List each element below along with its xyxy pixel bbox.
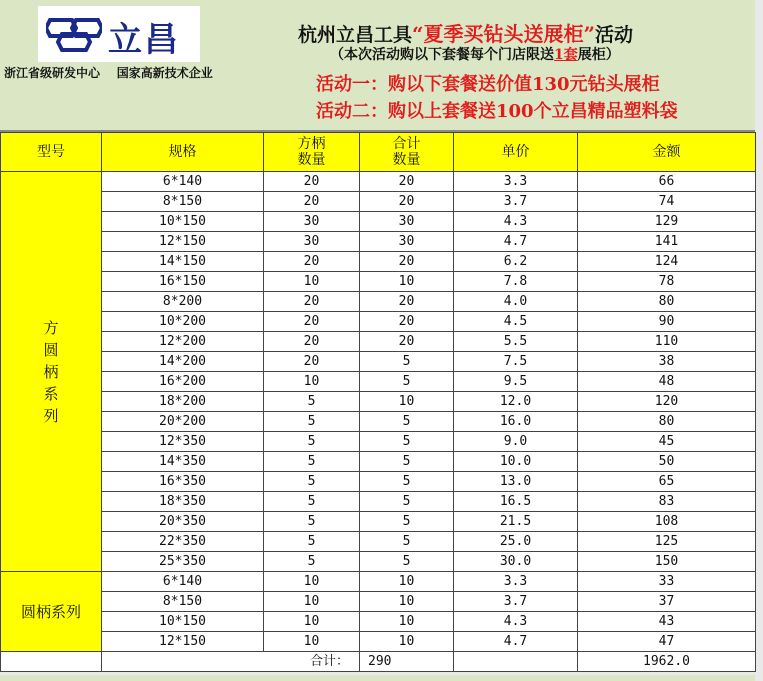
table-row xyxy=(1,552,756,572)
table-header-row xyxy=(1,133,756,172)
cell-unit-price: 3.3 xyxy=(454,172,578,192)
cell-amount: 50 xyxy=(578,452,756,472)
cell-square-qty: 5 xyxy=(264,472,360,492)
cell-spec: 25*350 xyxy=(102,552,264,572)
cell-square-qty: 10 xyxy=(264,372,360,392)
cell-square-qty: 30 xyxy=(264,212,360,232)
table-row xyxy=(1,412,756,432)
cell-amount: 45 xyxy=(578,432,756,452)
cell-spec: 12*150 xyxy=(102,232,264,252)
cell-unit-price: 25.0 xyxy=(454,532,578,552)
cell-unit-price: 4.3 xyxy=(454,212,578,232)
cell-square-qty: 5 xyxy=(264,412,360,432)
cell-square-qty: 20 xyxy=(264,352,360,372)
col-header-model: 型号 xyxy=(1,133,102,172)
cell-unit-price: 10.0 xyxy=(454,452,578,472)
cell-amount: 37 xyxy=(578,592,756,612)
title-highlight: “夏季买钻头送展柜” xyxy=(412,22,596,46)
table-row xyxy=(1,172,756,192)
cell-amount: 66 xyxy=(578,172,756,192)
cell-square-qty: 10 xyxy=(264,592,360,612)
cell-amount: 33 xyxy=(578,572,756,592)
title-suffix: 活动 xyxy=(595,24,634,46)
cell-total-qty: 5 xyxy=(360,512,454,532)
cell-spec: 16*350 xyxy=(102,472,264,492)
cell-total-qty: 30 xyxy=(360,212,454,232)
cell-amount: 108 xyxy=(578,512,756,532)
cell-unit-price: 13.0 xyxy=(454,472,578,492)
cell-square-qty: 20 xyxy=(264,292,360,312)
col-header-square-qty: 方柄 数量 xyxy=(264,133,360,172)
cell-amount: 125 xyxy=(578,532,756,552)
cell-total-qty: 10 xyxy=(360,612,454,632)
cell-spec: 8*150 xyxy=(102,592,264,612)
page-title xyxy=(298,18,633,47)
cell-amount: 124 xyxy=(578,252,756,272)
cell-amount: 150 xyxy=(578,552,756,572)
cell-spec: 6*140 xyxy=(102,572,264,592)
cell-spec: 12*150 xyxy=(102,632,264,652)
subtitle xyxy=(330,44,620,64)
col-header-total-qty: 合计 数量 xyxy=(360,133,454,172)
cell-spec: 8*200 xyxy=(102,292,264,312)
cell-unit-price: 3.7 xyxy=(454,592,578,612)
table-row xyxy=(1,492,756,512)
cell-square-qty: 20 xyxy=(264,172,360,192)
cell-unit-price: 4.0 xyxy=(454,292,578,312)
cell-square-qty: 30 xyxy=(264,232,360,252)
cell-amount: 38 xyxy=(578,352,756,372)
cell-spec: 18*200 xyxy=(102,392,264,412)
cell-unit-price: 6.2 xyxy=(454,252,578,272)
cell-amount: 83 xyxy=(578,492,756,512)
company-logo xyxy=(38,6,200,62)
cell-unit-price: 4.5 xyxy=(454,312,578,332)
table-row xyxy=(1,312,756,332)
cell-square-qty: 5 xyxy=(264,432,360,452)
cell-total-qty: 20 xyxy=(360,332,454,352)
cell-spec: 10*150 xyxy=(102,212,264,232)
cell-spec: 14*200 xyxy=(102,352,264,372)
table-row xyxy=(1,192,756,212)
cell-unit-price: 30.0 xyxy=(454,552,578,572)
cell-amount: 80 xyxy=(578,292,756,312)
cell-amount: 120 xyxy=(578,392,756,412)
cell-total-qty: 10 xyxy=(360,632,454,652)
table-row xyxy=(1,592,756,612)
cell-square-qty: 10 xyxy=(264,612,360,632)
cell-amount: 90 xyxy=(578,312,756,332)
cell-spec: 20*350 xyxy=(102,512,264,532)
cell-unit-price: 9.5 xyxy=(454,372,578,392)
logo-text: 立昌 xyxy=(108,20,180,60)
table-row xyxy=(1,392,756,412)
cell-square-qty: 5 xyxy=(264,392,360,412)
cell-unit-price: 3.7 xyxy=(454,192,578,212)
cell-unit-price: 16.0 xyxy=(454,412,578,432)
cell-unit-price: 21.5 xyxy=(454,512,578,532)
activity-one: 活动一：购以下套餐送价值130元钻头展柜 xyxy=(316,74,660,95)
cell-square-qty: 5 xyxy=(264,552,360,572)
cell-spec: 12*200 xyxy=(102,332,264,352)
cell-total-qty: 5 xyxy=(360,432,454,452)
price-table xyxy=(0,132,756,672)
table-row xyxy=(1,272,756,292)
table-row xyxy=(1,252,756,272)
table-row xyxy=(1,292,756,312)
cell-total-qty: 30 xyxy=(360,232,454,252)
cell-total-qty: 5 xyxy=(360,472,454,492)
cell-total-qty: 5 xyxy=(360,492,454,512)
cell-square-qty: 5 xyxy=(264,492,360,512)
table-row xyxy=(1,352,756,372)
cell-amount: 43 xyxy=(578,612,756,632)
bottom-strip xyxy=(0,675,755,681)
cell-unit-price: 4.7 xyxy=(454,632,578,652)
cell-spec: 12*350 xyxy=(102,432,264,452)
cell-spec: 22*350 xyxy=(102,532,264,552)
table-row xyxy=(1,232,756,252)
cell-unit-price: 9.0 xyxy=(454,432,578,452)
cell-unit-price: 5.5 xyxy=(454,332,578,352)
subtitle-highlight: 1套 xyxy=(554,47,578,63)
cell-square-qty: 5 xyxy=(264,452,360,472)
cell-spec: 16*150 xyxy=(102,272,264,292)
promo-header xyxy=(0,0,755,132)
group-label-square-round: 方 圆 柄 系 列 xyxy=(1,172,102,572)
total-unit-price-blank xyxy=(454,652,578,672)
cell-amount: 129 xyxy=(578,212,756,232)
total-quantity: 290 xyxy=(360,652,454,672)
table-row xyxy=(1,632,756,652)
table-row xyxy=(1,472,756,492)
cell-spec: 10*150 xyxy=(102,612,264,632)
cell-unit-price: 16.5 xyxy=(454,492,578,512)
cell-total-qty: 20 xyxy=(360,312,454,332)
cell-total-qty: 10 xyxy=(360,572,454,592)
cell-total-qty: 20 xyxy=(360,172,454,192)
cell-amount: 47 xyxy=(578,632,756,652)
cell-spec: 6*140 xyxy=(102,172,264,192)
cell-spec: 18*350 xyxy=(102,492,264,512)
cell-amount: 78 xyxy=(578,272,756,292)
cell-square-qty: 20 xyxy=(264,332,360,352)
table-row xyxy=(1,532,756,552)
subtitle-prefix: （本次活动购以下套餐每个门店限送 xyxy=(330,47,554,63)
cell-amount: 74 xyxy=(578,192,756,212)
group-label-round: 圆柄系列 xyxy=(1,572,102,652)
table-row xyxy=(1,212,756,232)
cell-amount: 110 xyxy=(578,332,756,352)
cell-square-qty: 5 xyxy=(264,532,360,552)
cell-spec: 14*350 xyxy=(102,452,264,472)
table-row xyxy=(1,452,756,472)
cell-unit-price: 4.3 xyxy=(454,612,578,632)
cell-total-qty: 5 xyxy=(360,372,454,392)
cell-spec: 8*150 xyxy=(102,192,264,212)
table-row xyxy=(1,332,756,352)
cell-total-qty: 10 xyxy=(360,592,454,612)
cell-amount: 65 xyxy=(578,472,756,492)
total-blank xyxy=(1,652,102,672)
subtitle-suffix: 展柜） xyxy=(577,47,620,63)
cell-amount: 48 xyxy=(578,372,756,392)
cell-unit-price: 12.0 xyxy=(454,392,578,412)
cell-total-qty: 5 xyxy=(360,352,454,372)
col-header-amount: 金额 xyxy=(578,133,756,172)
cell-total-qty: 5 xyxy=(360,552,454,572)
cell-spec: 14*150 xyxy=(102,252,264,272)
total-row xyxy=(1,652,756,672)
cell-square-qty: 10 xyxy=(264,272,360,292)
table-row xyxy=(1,612,756,632)
cell-spec: 20*200 xyxy=(102,412,264,432)
logo-mark-icon xyxy=(46,16,102,52)
tagline: 浙江省级研发中心 国家高新技术企业 xyxy=(4,66,213,80)
cell-total-qty: 20 xyxy=(360,292,454,312)
cell-unit-price: 4.7 xyxy=(454,232,578,252)
total-amount: 1962.0 xyxy=(578,652,756,672)
cell-total-qty: 5 xyxy=(360,452,454,472)
title-prefix: 杭州立昌工具 xyxy=(298,24,413,46)
table-row xyxy=(1,512,756,532)
cell-square-qty: 20 xyxy=(264,312,360,332)
cell-unit-price: 3.3 xyxy=(454,572,578,592)
cell-total-qty: 20 xyxy=(360,252,454,272)
activity-two: 活动二：购以上套餐送100个立昌精品塑料袋 xyxy=(316,101,678,122)
cell-unit-price: 7.8 xyxy=(454,272,578,292)
cell-amount: 80 xyxy=(578,412,756,432)
table-row xyxy=(1,372,756,392)
total-label: 合计： xyxy=(102,652,360,672)
table-row xyxy=(1,572,756,592)
cell-square-qty: 20 xyxy=(264,252,360,272)
cell-total-qty: 5 xyxy=(360,412,454,432)
col-header-unit-price: 单价 xyxy=(454,133,578,172)
cell-total-qty: 20 xyxy=(360,192,454,212)
cell-total-qty: 5 xyxy=(360,532,454,552)
cell-amount: 141 xyxy=(578,232,756,252)
table-row xyxy=(1,432,756,452)
cell-unit-price: 7.5 xyxy=(454,352,578,372)
cell-total-qty: 10 xyxy=(360,272,454,292)
cell-total-qty: 10 xyxy=(360,392,454,412)
cell-square-qty: 5 xyxy=(264,512,360,532)
cell-square-qty: 10 xyxy=(264,572,360,592)
cell-spec: 16*200 xyxy=(102,372,264,392)
col-header-spec: 规格 xyxy=(102,133,264,172)
cell-square-qty: 10 xyxy=(264,632,360,652)
cell-square-qty: 20 xyxy=(264,192,360,212)
cell-spec: 10*200 xyxy=(102,312,264,332)
